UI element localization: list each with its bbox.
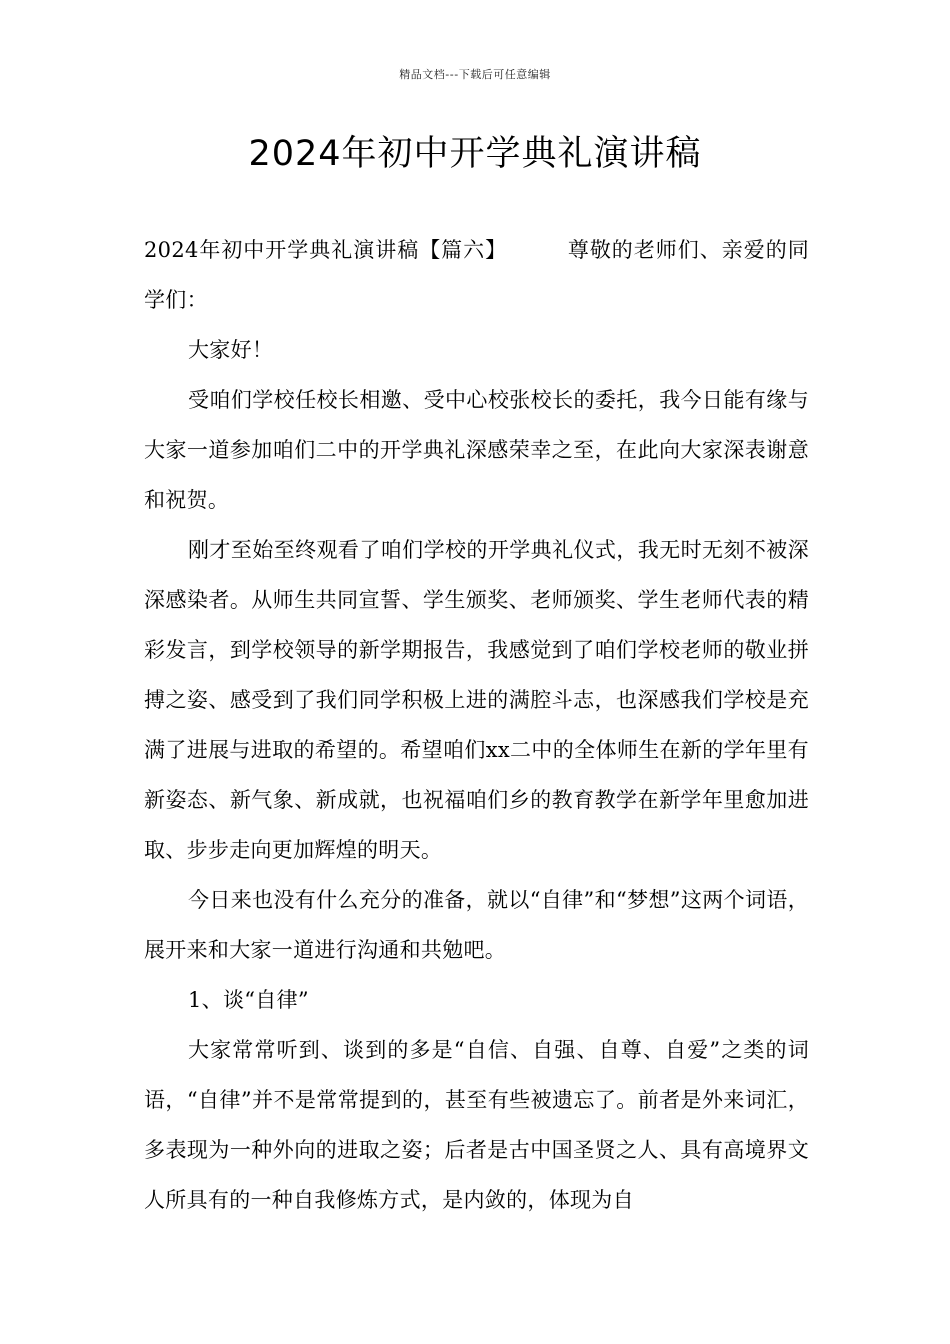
paragraph-thanks: 受咱们学校任校长相邀、受中心校张校长的委托，我今日能有缘与大家一道参加咱们二中的开学典礼深感荣幸之至，在此向大家深表谢意和祝贺。: [144, 388, 809, 512]
lead-paragraph: [144, 225, 809, 325]
paragraph-greeting: 大家好！: [188, 338, 274, 362]
paragraph-self-discipline: 大家常常听到、谈到的多是“自信、自强、自尊、自爱”之类的词语，“自律”并不是常常提到的，甚至有些被遗忘了。前者是外来词汇，多表现为一种外向的进取之姿；后者是古中国圣贤之人、具有高境界文人所具有的一种自我修炼方式，是内敛的，体现为自: [144, 1038, 809, 1212]
section-heading-self-discipline: 1、谈“自律”: [188, 988, 309, 1012]
document-body: [144, 225, 809, 1225]
page-header: 精品文档---下载后可任意编辑: [399, 68, 551, 81]
lead-heading: 2024年初中开学典礼演讲稿【篇六】: [144, 238, 508, 262]
document-title: 2024年初中开学典礼演讲稿: [248, 134, 702, 174]
paragraph-topics: 今日来也没有什么充分的准备，就以“自律”和“梦想”这两个词语，展开来和大家一道进行沟通和共勉吧。: [144, 888, 809, 962]
paragraph-ceremony: 刚才至始至终观看了咱们学校的开学典礼仪式，我无时无刻不被深深感染者。从师生共同宣誓、学生颁奖、老师颁奖、学生老师代表的精彩发言，到学校领导的新学期报告，我感觉到了咱们学校老师的敬业拼搏之姿、感受到了我们同学积极上进的满腔斗志，也深感我们学校是充满了进展与进取的希望的。希望咱们xx二中的全体师生在新的学年里有新姿态、新气象、新成就，也祝福咱们乡的教育教学在新学年里愈加进取、步步走向更加辉煌的明天。: [144, 538, 809, 862]
lead-text: 尊敬的老师们、亲爱的同学们：: [144, 238, 809, 312]
